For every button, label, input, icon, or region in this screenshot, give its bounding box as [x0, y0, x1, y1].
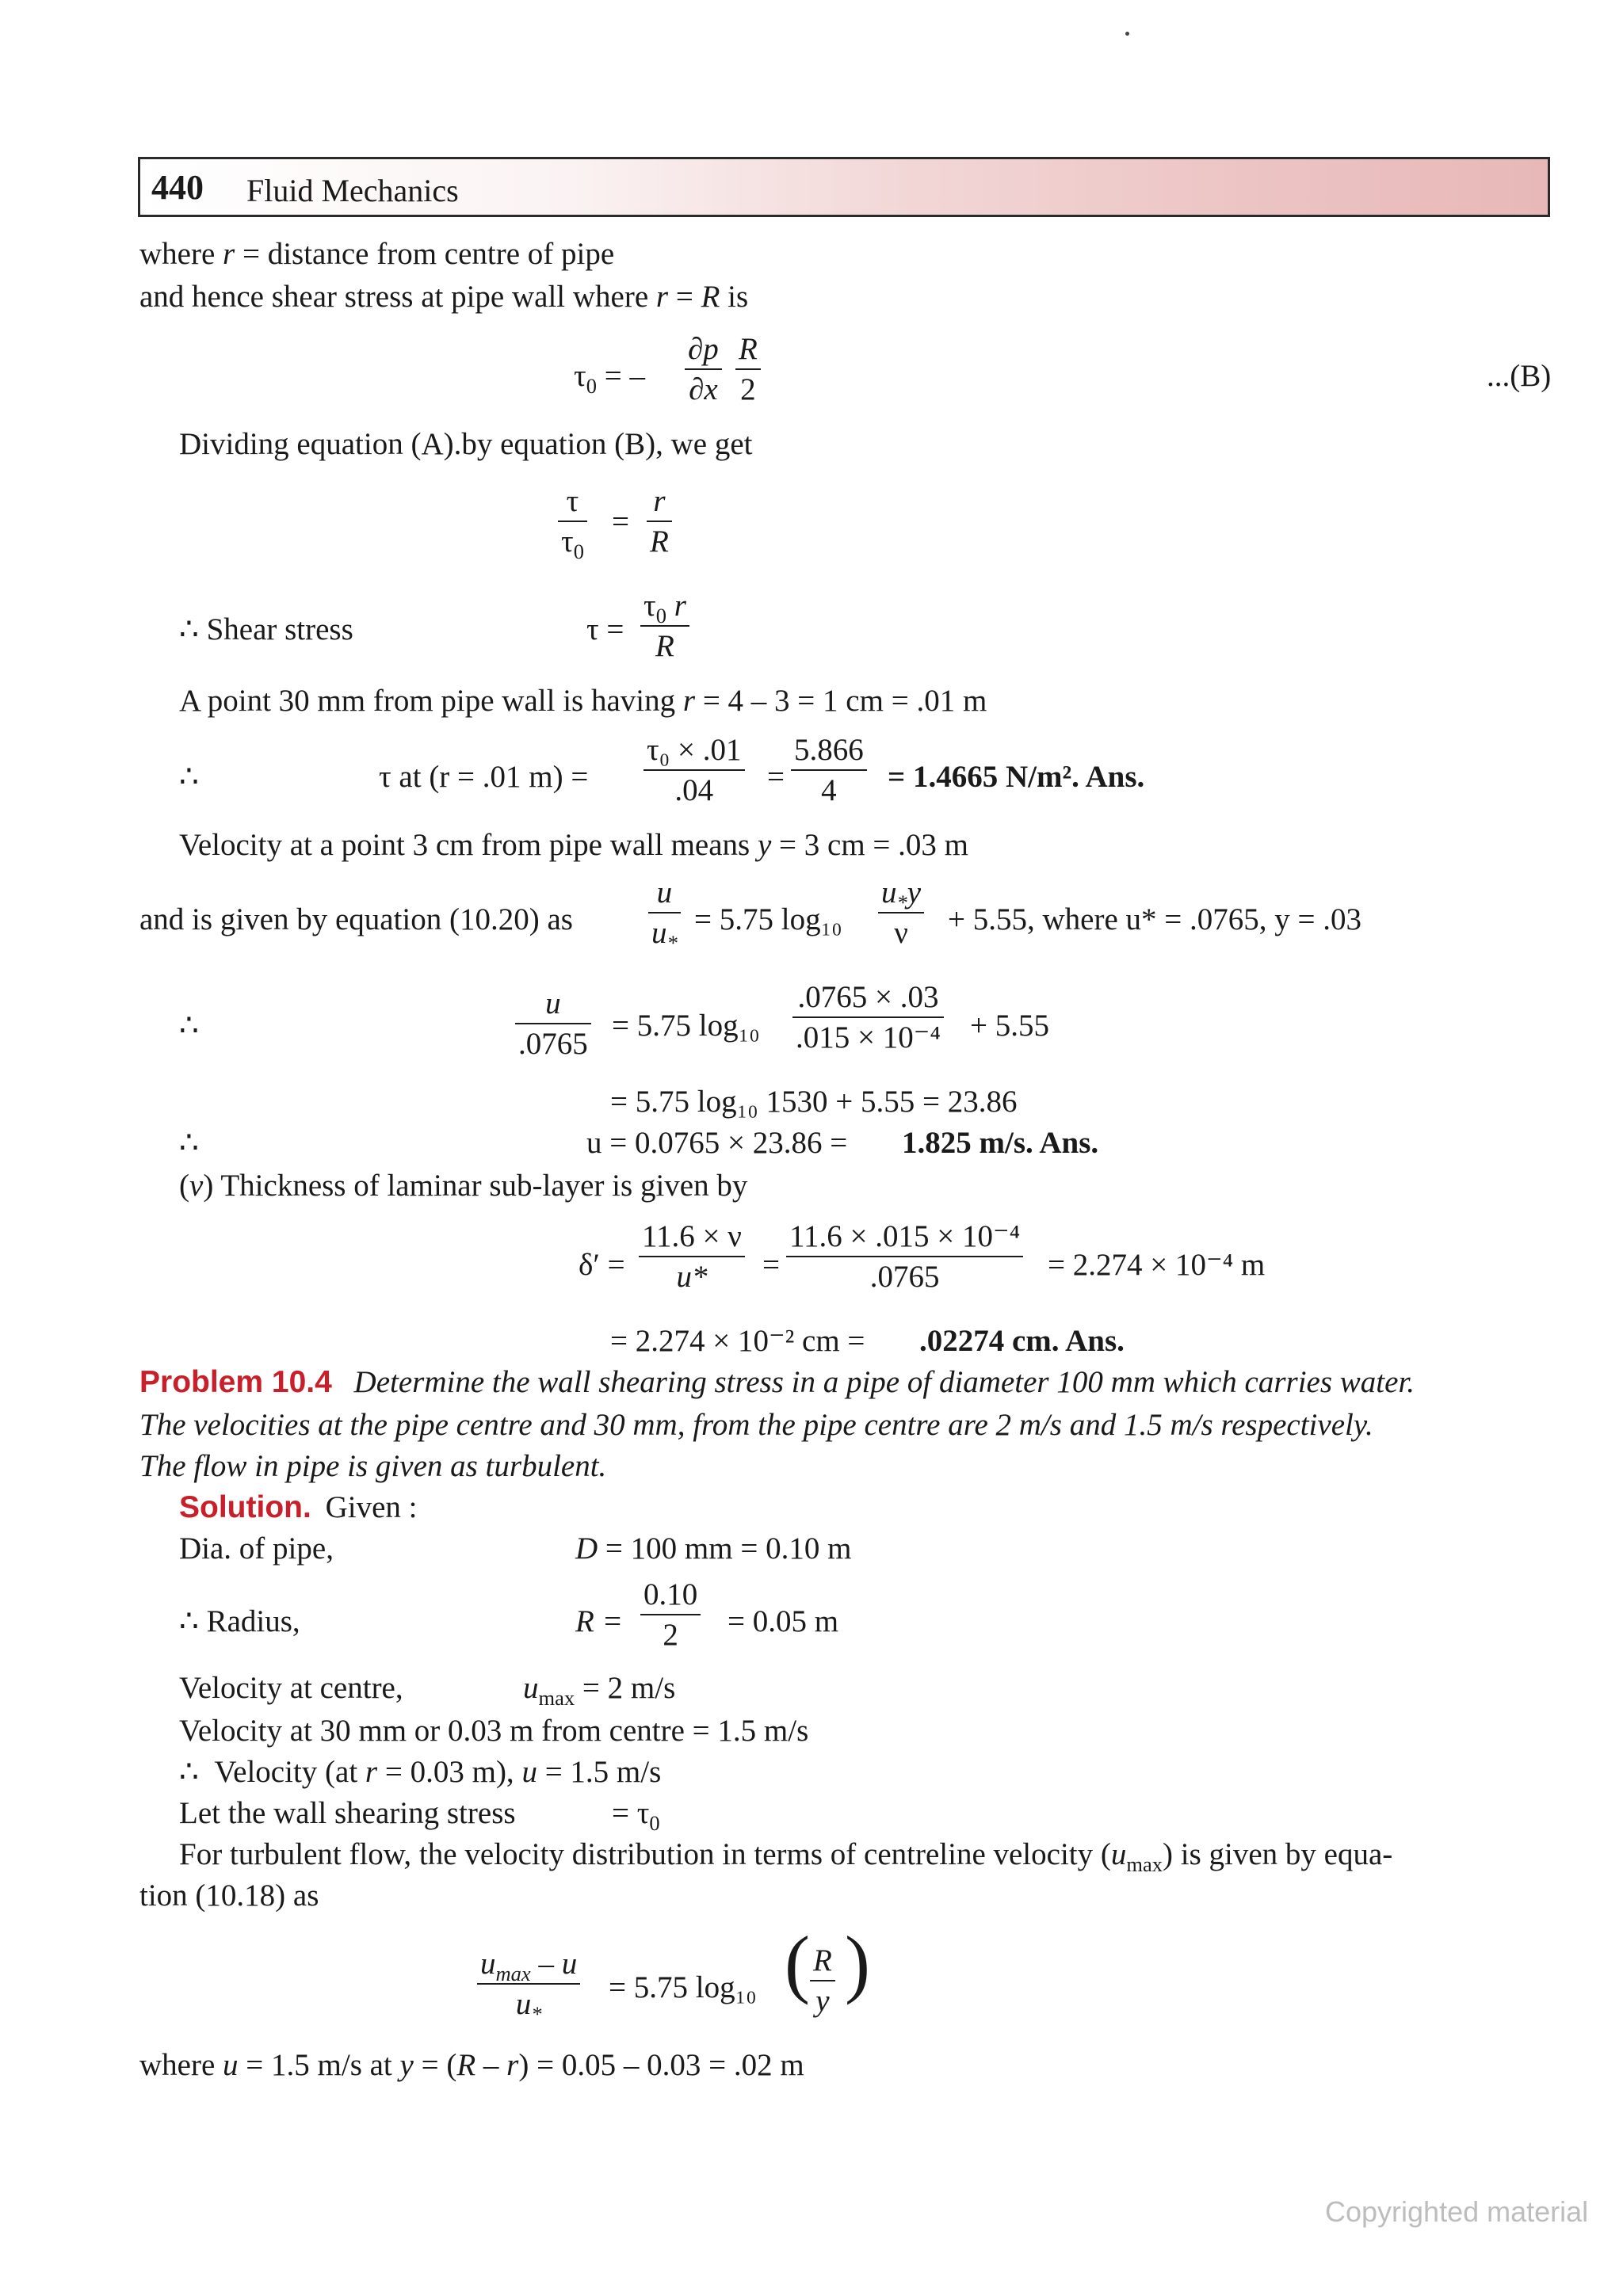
log-expression: = 5.75 log₁₀ [609, 1970, 757, 2004]
therefore-symbol: ∴ [179, 1009, 199, 1043]
text-line: = 5.75 log₁₀ 1530 + 5.55 = 23.86 [610, 1085, 1018, 1119]
delta-answer: .02274 cm. Ans. [919, 1324, 1125, 1358]
equals-sign: = [612, 505, 629, 539]
radius-lhs: R = [575, 1604, 623, 1638]
fraction-ustar-y-nu: $\frac{u_*y}{\nu}$ [878, 875, 924, 952]
solution-label: Solution. [179, 1490, 311, 1524]
text-line: (v) Thickness of laminar sub-layer is given by [179, 1169, 748, 1203]
text-line: u = 0.0765 × 23.86 = [586, 1126, 848, 1160]
problem-label: Problem 10.4 [139, 1365, 332, 1399]
fraction-5866-4: $\frac{5.866}{4}$ [791, 732, 867, 810]
text-line: and hence shear stress at pipe wall where r = R is [139, 280, 749, 314]
fraction-tau-tau0: $\frac{\tau}{\tau_0}$ [558, 483, 587, 561]
therefore-symbol: ∴ [179, 760, 199, 794]
book-title: Fluid Mechanics [246, 173, 459, 208]
running-header [138, 157, 1550, 217]
delta-lhs: δ′ = [579, 1248, 625, 1282]
tau-answer: = 1.4665 N/m². Ans. [888, 760, 1145, 794]
text-line: A point 30 mm from pipe wall is having r = 4 – 3 = 1 cm = .01 m [179, 684, 987, 718]
dia-value: D = 100 mm = 0.10 m [575, 1531, 852, 1566]
tau0-symbol: $\tau_0$ = – [574, 359, 645, 398]
fraction-u-ustar: $\frac{u}{u_*}$ [648, 875, 681, 952]
log-expression: = 5.75 log₁₀ [694, 902, 842, 936]
text-line: For turbulent flow, the velocity distribution in terms of centreline velocity $(u_{max})$ is given by equa- [179, 1837, 1393, 1876]
text-line: ∴ Velocity (at r = 0.03 m), u = 1.5 m/s [179, 1755, 662, 1789]
radius-label: ∴ Radius, [179, 1604, 300, 1638]
solution-line: Solution. Given : [179, 1490, 418, 1524]
velocity-answer: 1.825 m/s. Ans. [902, 1126, 1099, 1160]
fraction-log-argument: $\frac{.0765 \times .03}{\text{.015 × 10⁻⁴}}$ [792, 979, 944, 1057]
watermark: Copyrighted material [1325, 2195, 1589, 2228]
text-line: and is given by equation (10.20) as [139, 902, 573, 936]
fraction-dp-dx: $\frac{\partial p}{\partial x}$ [685, 331, 722, 409]
text-line: + 5.55, where u* = .0765, y = .03 [948, 902, 1362, 936]
problem-statement-line: The velocities at the pipe centre and 30 mm, from the pipe centre are 2 m/s and 1.5 m/s respectively. [139, 1408, 1373, 1442]
delta-result: = 2.274 × 10⁻⁴ m [1048, 1248, 1266, 1282]
fraction-tau0-01: $\frac{\text{τ₀ × .01}}{.04}$ [643, 732, 745, 810]
fraction-radius: $\frac{0.10}{2}$ [640, 1577, 701, 1654]
problem-statement-line: Problem 10.4 Determine the wall shearing stress in a pipe of diameter 100 mm which carries water. [139, 1365, 1415, 1399]
log-expression: = 5.75 log₁₀ [612, 1009, 760, 1043]
text-line: = 2.274 × 10⁻² cm = [610, 1324, 865, 1358]
speck [1125, 32, 1129, 36]
text-line: where u = 1.5 m/s at y = (R – r) = 0.05 – 0.03 = .02 m [139, 2048, 804, 2082]
fraction-tau0r-R: $\frac{\tau_0 r}{R}$ [640, 588, 689, 666]
text-line: Dividing equation (A).by equation (B), we get [179, 427, 753, 461]
therefore-symbol: ∴ [179, 1126, 199, 1160]
fraction-delta-2: $\frac{\text{11.6 × .015 × 10⁻⁴}}{.0765}$ [786, 1219, 1023, 1296]
fraction-r-R: $\frac{r}{R}$ [647, 483, 672, 561]
wall-stress-value: = $\tau_0$ [612, 1796, 660, 1835]
problem-statement-line: The flow in pipe is given as turbulent. [139, 1449, 607, 1483]
page-number: 440 [151, 168, 204, 207]
plus-constant: + 5.55 [970, 1009, 1049, 1043]
fraction-u-0765: $\frac{u}{.0765}$ [515, 986, 591, 1063]
equals-sign: = [762, 1248, 780, 1282]
fraction-R-y: $\frac{R}{y}$ [810, 1943, 835, 2020]
fraction-r-2: $\frac{R}{2}$ [735, 331, 761, 409]
vc-value: $u_{max} = 2$ m/s [523, 1671, 676, 1710]
wall-stress-label: Let the wall shearing stress [179, 1796, 516, 1830]
text-line: tion (10.18) as [139, 1878, 319, 1913]
text-line: Velocity at a point 3 cm from pipe wall means y = 3 cm = .03 m [179, 828, 969, 862]
fraction-umax-u: $u_{max}$ – u $u_*$ [477, 1946, 580, 2023]
fraction-delta-1: $\frac{11.6 \times \nu}{u*}$ [639, 1219, 745, 1296]
right-parenthesis: ) [845, 1920, 870, 2005]
left-parenthesis: ( [785, 1920, 810, 2005]
tau-symbol: τ = [586, 612, 624, 646]
equation-label-b: ...(B) [1487, 359, 1552, 393]
radius-result: = 0.05 m [727, 1604, 839, 1638]
equals-sign: = [767, 760, 785, 794]
text-line: Velocity at 30 mm or 0.03 m from centre = 1.5 m/s [179, 1714, 809, 1748]
dia-label: Dia. of pipe, [179, 1531, 334, 1566]
tau-at-r-lhs: τ at (r = .01 m) = [379, 760, 589, 794]
vc-label: Velocity at centre, [179, 1671, 403, 1705]
shear-stress-label: ∴ Shear stress [179, 612, 353, 646]
text-line: where r = distance from centre of pipe [139, 237, 615, 271]
